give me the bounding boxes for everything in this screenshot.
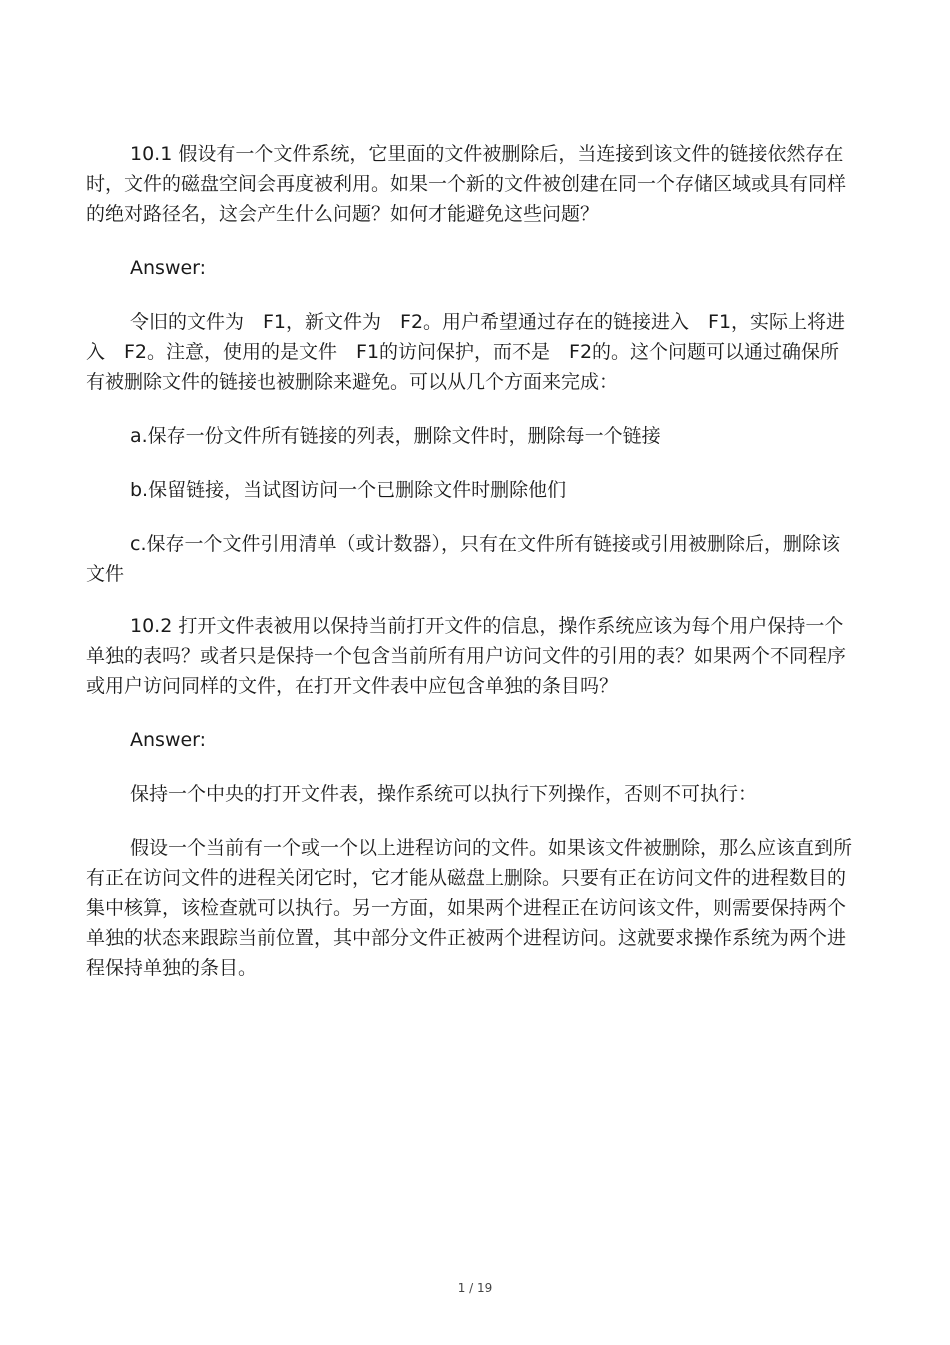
answer-10-1-item-b: b.保留链接，当试图访问一个已删除文件时删除他们 [130, 479, 567, 501]
answer-10-2-main: 保持一个中央的打开文件表，操作系统可以执行下列操作，否则不可执行： [130, 783, 758, 805]
answer-10-1-main: 令旧的文件为 F1，新文件为 F2。用户希望通过存在的链接进入 F1，实际上将进入 F2。注意，使用的是文件 F1的访问保护，而不是 F2的。这个问题可以通过确保所有被删除文件的链接也被删除来避免。可以从几个方面来完成： [86, 311, 846, 393]
answer-10-1-item-a: a.保存一份文件所有链接的列表，删除文件时，删除每一个链接 [130, 425, 661, 447]
answer-label-1: Answer: [130, 257, 207, 279]
page-number: 1 / 19 [457, 1281, 493, 1295]
question-10-1: 10.1 假设有一个文件系统，它里面的文件被删除后，当连接到该文件的链接依然存在时，文件的磁盘空间会再度被利用。如果一个新的文件被创建在同一个存储区域或具有同样的绝对路径名，这会产生什么问题？如何才能避免这些问题？ [86, 143, 847, 225]
answer-10-1-item-c: c.保存一个文件引用清单（或计数器），只有在文件所有链接或引用被删除后，删除该文件 [86, 533, 840, 585]
document-body [86, 139, 856, 983]
answer-10-2-detail: 假设一个当前有一个或一个以上进程访问的文件。如果该文件被删除，那么应该直到所有正在访问文件的进程关闭它时，它才能从磁盘上删除。只要有正在访问文件的进程数目的集中核算，该检查就可以执行。另一方面，如果两个进程正在访问该文件，则需要保持两个单独的状态来跟踪当前位置，其中部分文件正被两个进程访问。这就要求操作系统为两个进程保持单独的条目。 [86, 837, 853, 979]
question-10-2: 10.2 打开文件表被用以保持当前打开文件的信息，操作系统应该为每个用户保持一个单独的表吗？或者只是保持一个包含当前所有用户访问文件的引用的表？如果两个不同程序或用户访问同样的文件，在打开文件表中应包含单独的条目吗？ [86, 615, 847, 697]
answer-label-2: Answer: [130, 729, 207, 751]
